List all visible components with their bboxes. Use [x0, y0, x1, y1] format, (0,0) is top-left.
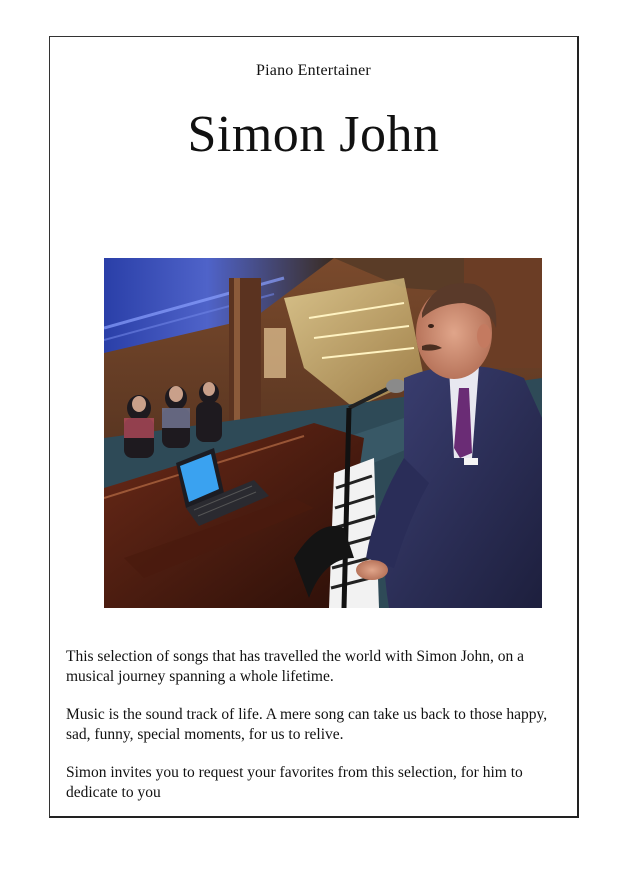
pianist-photo: [104, 258, 542, 608]
document-page: [49, 36, 579, 818]
paragraph-intro: This selection of songs that has travelled the world with Simon John, on a musical journey spanning a whole lifetime.: [66, 648, 525, 685]
description-text: [66, 647, 566, 821]
pianist-illustration: [104, 258, 542, 608]
page-subtitle: Piano Entertainer: [256, 62, 371, 79]
page-title: Simon John: [187, 106, 440, 163]
paragraph-request: Simon invites you to request your favorites from this selection, for him to dedicate to you: [66, 764, 523, 801]
paragraph-music: Music is the sound track of life. A mere song can take us back to those happy, sad, funny, special moments, for us to relive.: [66, 706, 548, 743]
